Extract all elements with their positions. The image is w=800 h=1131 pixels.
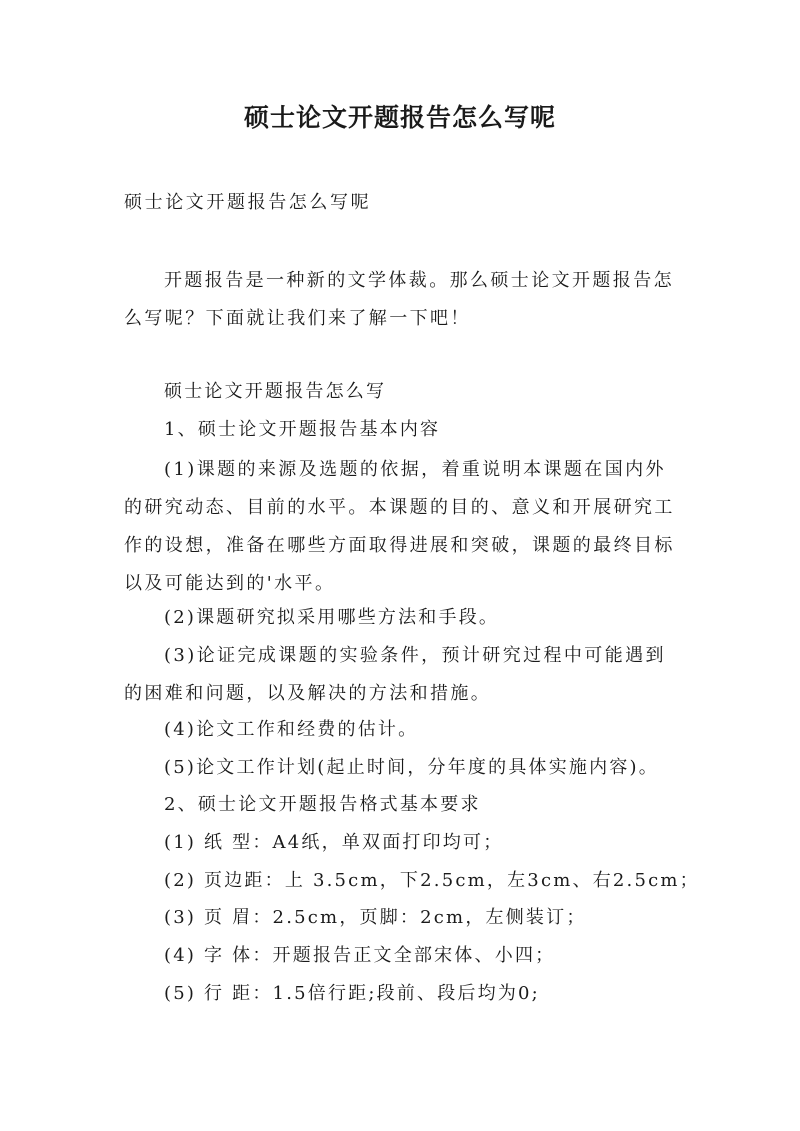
format-item-margins: (2) 页边距：上 3.5cm，下2.5cm，左3cm、右2.5cm；: [164, 870, 700, 891]
document-subtitle: 硕士论文开题报告怎么写呢: [124, 192, 372, 213]
format-item-paper: (1) 纸 型：A4纸，单双面打印均可；: [164, 832, 504, 853]
format-item-line-spacing: (5) 行 距：1.5倍行距;段前、段后均为0;: [164, 983, 540, 1004]
item1-paragraph-3: (3)论证完成课题的实验条件，预计研究过程中可能遇到的困难和问题，以及解决的方法和措施。: [124, 645, 666, 704]
item1-paragraph-2: (2)课题研究拟采用哪些方法和手段。: [164, 607, 500, 628]
item1-paragraph-1: (1)课题的来源及选题的依据，着重说明本课题在国内外的研究动态、目前的水平。本课题的目的、意义和开展研究工作的设想，准备在哪些方面取得进展和突破，课题的最终目标以及可能达到的'水平。: [124, 459, 675, 594]
section-heading: 硕士论文开题报告怎么写: [164, 381, 387, 402]
item1-heading: 1、硕士论文开题报告基本内容: [164, 419, 441, 440]
item2-heading: 2、硕士论文开题报告格式基本要求: [164, 794, 481, 815]
document-title: 硕士论文开题报告怎么写呢: [243, 103, 556, 132]
intro-paragraph: 开题报告是一种新的文学体裁。那么硕士论文开题报告怎么写呢？下面就让我们来了解一下吧！: [124, 270, 674, 329]
format-item-font: (4) 字 体：开题报告正文全部宋体、小四；: [164, 945, 556, 966]
item1-paragraph-5: (5)论文工作计划(起止时间，分年度的具体实施内容)。: [164, 757, 659, 778]
item1-paragraph-4: (4)论文工作和经费的估计。: [164, 719, 419, 740]
format-item-header-footer: (3) 页 眉：2.5cm，页脚：2cm，左侧装订；: [164, 907, 587, 928]
